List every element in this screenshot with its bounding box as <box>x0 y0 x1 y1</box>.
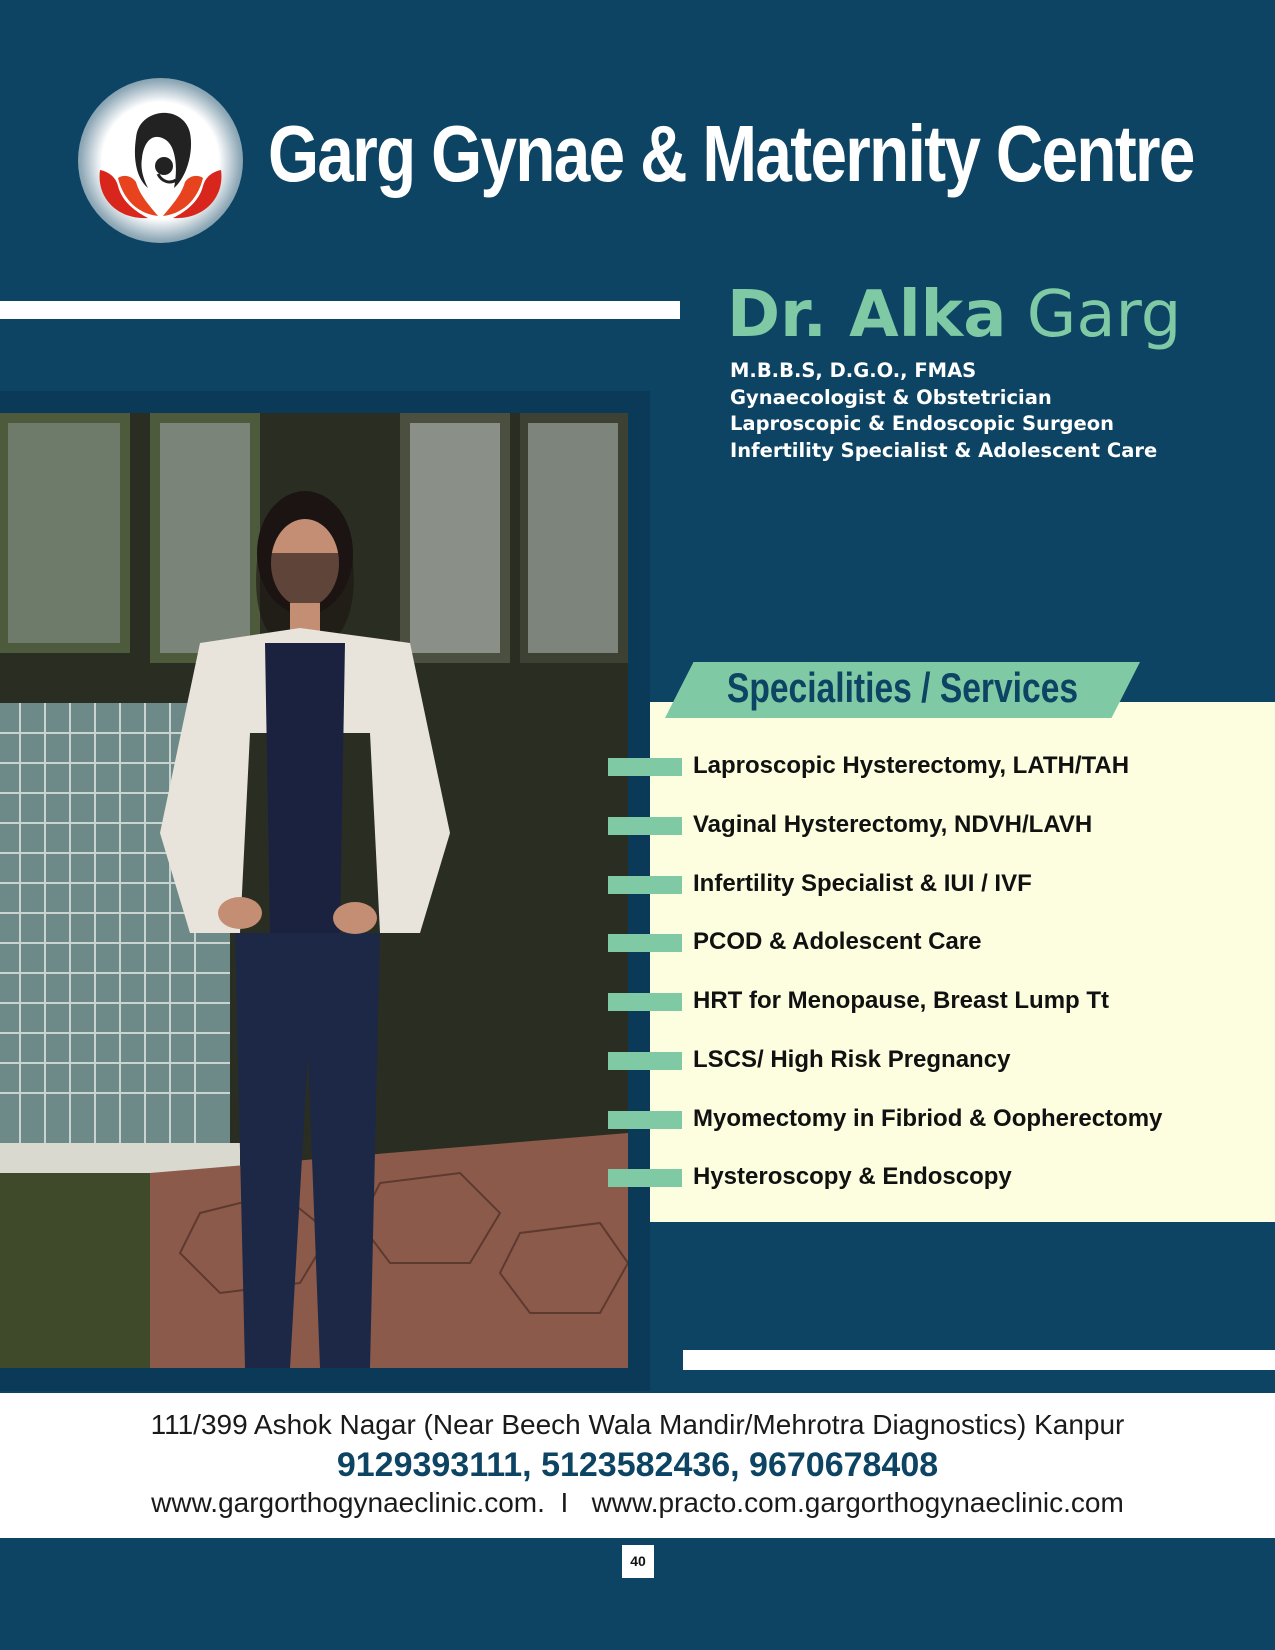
doctor-photo <box>0 413 628 1368</box>
service-label: Vaginal Hysterectomy, NDVH/LAVH <box>693 811 1093 838</box>
service-label: Laproscopic Hysterectomy, LATH/TAH <box>693 752 1130 779</box>
qualification-line: Infertility Specialist & Adolescent Care <box>730 438 1158 462</box>
address: 111/399 Ashok Nagar (Near Beech Wala Mandir/Mehrotra Diagnostics) Kanpur <box>150 1409 1125 1440</box>
qualification-line: M.B.B.S, D.G.O., FMAS <box>730 359 977 382</box>
service-label: Infertility Specialist & IUI / IVF <box>693 870 1032 897</box>
doctor-last-name: Garg <box>1026 278 1182 352</box>
clinic-logo <box>78 78 243 243</box>
service-label: HRT for Menopause, Breast Lump Tt <box>693 987 1110 1014</box>
service-item <box>608 811 1268 838</box>
service-item <box>608 870 1268 897</box>
bullet-bar <box>608 1169 682 1187</box>
websites: www.gargorthogynaeclinic.com. I www.practo.com.gargorthogynaeclinic.com <box>151 1487 1124 1518</box>
divider-bar <box>683 1350 1275 1370</box>
phone-numbers: 9129393111, 5123582436, 9670678408 <box>336 1446 939 1484</box>
mother-child-logo-icon <box>78 78 243 243</box>
bullet-bar <box>608 1111 682 1129</box>
bullet-bar <box>608 1052 682 1070</box>
qualification-line: Gynaecologist & Obstetrician <box>730 385 1052 409</box>
bullet-bar <box>608 817 682 835</box>
services-heading: Specialities / Services <box>726 664 1079 711</box>
doctor-first-name: Dr. Alka <box>727 278 1007 352</box>
service-item <box>608 1046 1268 1073</box>
doctor-qualifications <box>730 358 1157 464</box>
qualification-line: Laproscopic & Endoscopic Surgeon <box>730 412 1115 435</box>
bullet-bar <box>608 758 682 776</box>
services-panel <box>650 702 1275 1222</box>
page-number: 40 <box>622 1545 654 1578</box>
service-item <box>608 1163 1268 1190</box>
bullet-bar <box>608 934 682 952</box>
service-label: Hysteroscopy & Endoscopy <box>693 1163 1012 1190</box>
doctor-name <box>727 278 1181 352</box>
clinic-name: Garg Gynae & Maternity Centre <box>268 109 1194 198</box>
service-label: LSCS/ High Risk Pregnancy <box>693 1046 1011 1073</box>
bullet-bar <box>608 993 682 1011</box>
service-item <box>608 1105 1268 1132</box>
service-item <box>608 928 1268 955</box>
service-label: PCOD & Adolescent Care <box>693 928 982 955</box>
service-item <box>608 752 1268 779</box>
service-item <box>608 987 1268 1014</box>
divider-bar <box>0 301 680 319</box>
bullet-bar <box>608 876 682 894</box>
service-label: Myomectomy in Fibriod & Oopherectomy <box>693 1105 1163 1132</box>
